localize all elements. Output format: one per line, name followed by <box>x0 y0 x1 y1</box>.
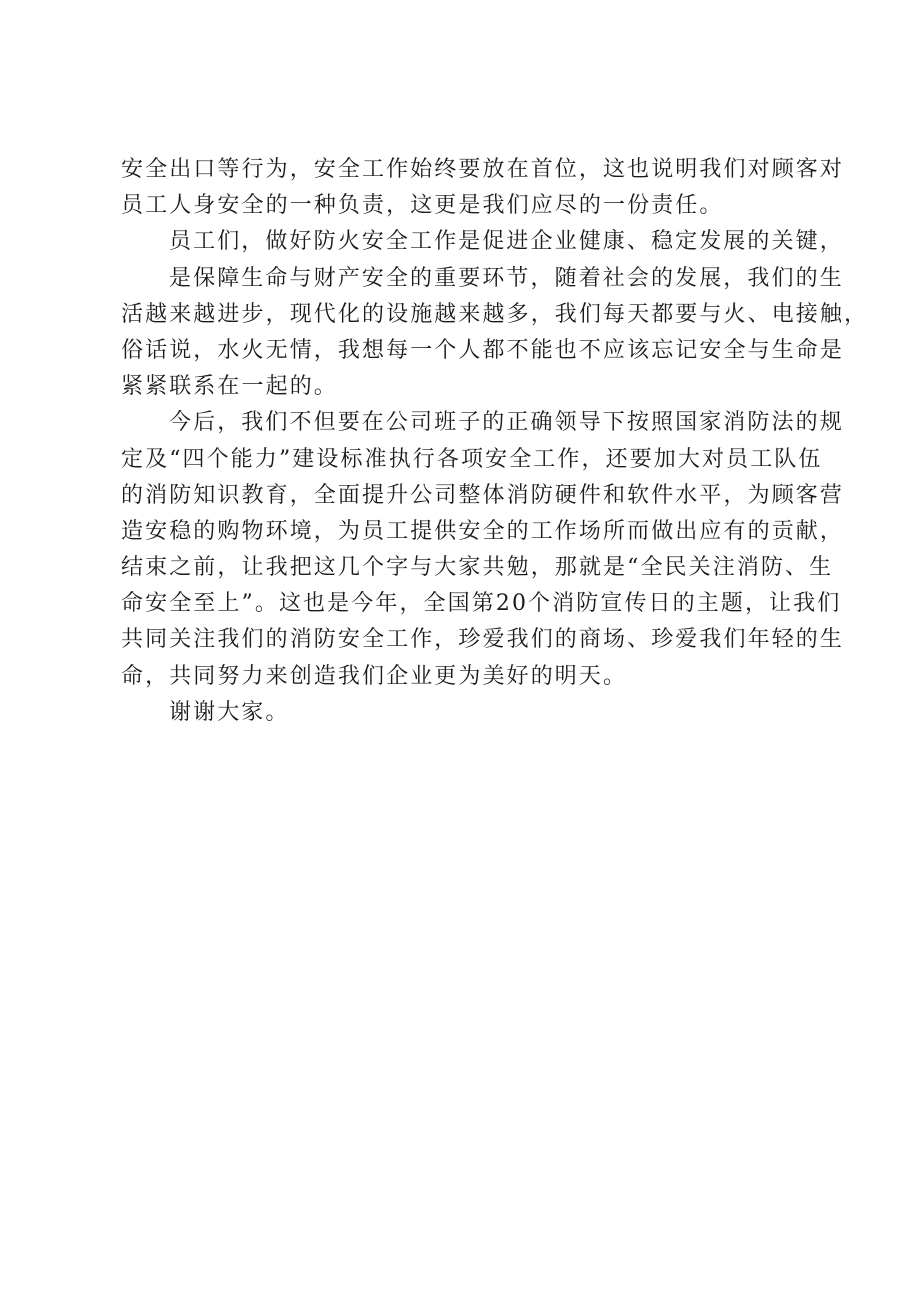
text-line: 共同关注我们的消防安全工作，珍爱我们的商场、珍爱我们年轻的生 <box>121 627 845 653</box>
closing-line: 谢谢大家。 <box>169 699 290 725</box>
paragraph-start-line: 员工们，做好防火安全工作是促进企业健康、稳定发展的关键， <box>169 229 844 255</box>
text-line: 安全出口等行为，安全工作始终要放在首位，这也说明我们对顾客对 <box>121 157 845 182</box>
text-line: 俗话说，水火无情，我想每一个人都不能也不应该忘记安全与生命是 <box>121 337 845 363</box>
text-line: 定及“四个能力”建设标准执行各项安全工作，还要加大对员工队伍 <box>121 446 823 472</box>
paragraph-start-line: 今后，我们不但要在公司班子的正确领导下按照国家消防法的规 <box>169 410 844 436</box>
text-line: 结束之前，让我把这几个字与大家共勉，那就是“全民关注消防、生 <box>121 555 834 581</box>
text-line: 活越来越进步，现代化的设施越来越多，我们每天都要与火、电接触， <box>121 301 869 327</box>
text-line: 命安全至上”。这也是今年，全国第20个消防宣传日的主题，让我们 <box>121 591 842 617</box>
text-line: 紧紧联系在一起的。 <box>121 374 338 400</box>
text-line: 的消防知识教育，全面提升公司整体消防硬件和软件水平，为顾客营 <box>121 482 845 508</box>
document-body <box>121 152 869 731</box>
text-line: 是保障生命与财产安全的重要环节，随着社会的发展，我们的生 <box>169 265 844 291</box>
text-line: 员工人身安全的一种负责，这更是我们应尽的一份责任。 <box>121 193 724 219</box>
text-line: 命，共同努力来创造我们企业更为美好的明天。 <box>121 663 628 689</box>
text-line: 造安稳的购物环境，为员工提供安全的工作场所而做出应有的贡献， <box>121 518 845 544</box>
